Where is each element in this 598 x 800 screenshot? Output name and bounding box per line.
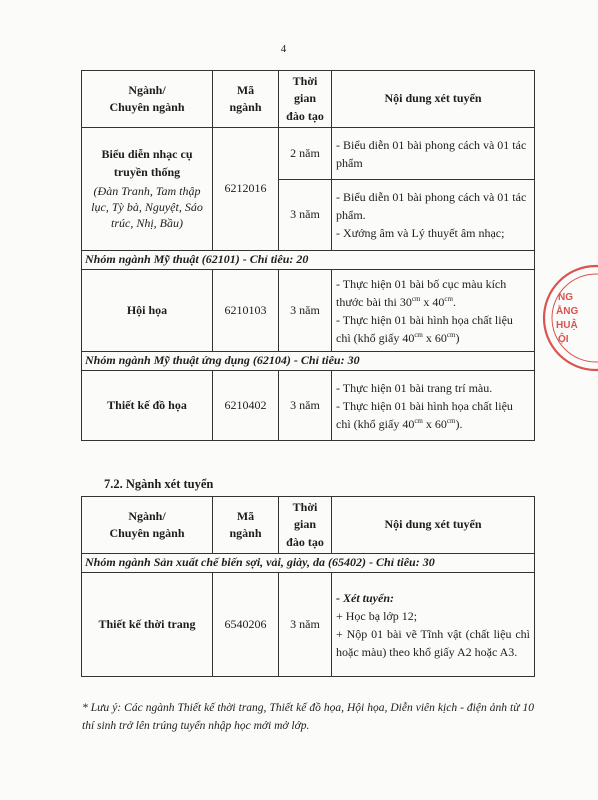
col-header-major: Ngành/ Chuyên ngành xyxy=(82,71,213,128)
content-cell xyxy=(332,128,535,180)
table-row xyxy=(82,371,535,441)
red-stamp xyxy=(538,262,598,374)
table-row xyxy=(82,128,535,180)
content-line: - Thực hiện 01 bài hình họa chất liệu chì (khổ giấy $40^{cm}$ x $60^{cm}$) xyxy=(336,312,513,345)
group-row xyxy=(82,251,535,270)
duration-cell: 3 năm xyxy=(279,180,332,251)
major-code: 6210103 xyxy=(213,270,279,352)
content-line: - Xét tuyển: xyxy=(336,590,394,605)
table-row xyxy=(82,573,535,677)
major-name: Hội họa xyxy=(82,270,213,352)
major-name: Thiết kế thời trang xyxy=(82,573,213,677)
group-row xyxy=(82,554,535,573)
group-row xyxy=(82,352,535,371)
footnote: * Lưu ý: Các ngành Thiết kế thời trang, Thiết kế đồ họa, Hội họa, Diễn viên kịch - điện ảnh từ 10 thí sinh trở lên trúng tuyển nhập học mới mở lớp. xyxy=(82,702,534,732)
duration-cell: 3 năm xyxy=(279,270,332,352)
page-number: 4 xyxy=(280,43,287,55)
admission-table-2 xyxy=(81,496,535,677)
major-code: 6212016 xyxy=(213,128,279,251)
content-line: - Biểu diễn 01 bài phong cách và 01 tác phẩm. xyxy=(336,190,527,222)
col-header-duration: Thời gian đào tạo xyxy=(279,497,332,554)
content-line: + Học bạ lớp 12; xyxy=(336,608,418,623)
col-header-major: Ngành/ Chuyên ngành xyxy=(82,497,213,554)
content-cell xyxy=(332,180,535,251)
duration-cell: 2 năm xyxy=(279,128,332,180)
major-name-cell xyxy=(82,128,213,251)
svg-text:HUẬ: HUẬ xyxy=(556,320,578,331)
duration-cell: 3 năm xyxy=(279,573,332,677)
col-header-code: Mã ngành xyxy=(213,497,279,554)
table-header-row xyxy=(82,71,535,128)
content-line: - Thực hiện 01 bài bố cục màu kích thước bài thi $30^{cm}$ x $40^{cm}$. xyxy=(336,276,507,309)
section-title: 7.2. Ngành xét tuyển xyxy=(104,477,214,491)
major-instruments: (Đàn Tranh, Tam thập lục, Tỳ bà, Nguyệt, Sáo trúc, Nhị, Bầu) xyxy=(91,184,203,231)
stamp-icon xyxy=(538,262,598,374)
group-header-applied-arts: Nhóm ngành Mỹ thuật ứng dụng (62104) - Chỉ tiêu: 30 xyxy=(82,352,535,371)
svg-text:ỘI: ỘI xyxy=(558,334,569,345)
col-header-content: Nội dung xét tuyển xyxy=(332,71,535,128)
content-line: - Biểu diễn 01 bài phong cách và 01 tác phẩm xyxy=(336,137,527,170)
major-name: Biểu diễn nhạc cụ truyền thống xyxy=(101,147,193,179)
major-code: 6210402 xyxy=(213,371,279,441)
content-line: - Thực hiện 01 bài trang trí màu. xyxy=(336,380,493,395)
admission-table-1 xyxy=(81,70,535,441)
col-header-content: Nội dung xét tuyển xyxy=(332,497,535,554)
table-row xyxy=(82,270,535,352)
content-line: - Thực hiện 01 bài hình họa chất liệu chì (khổ giấy $40^{cm}$ x $60^{cm}$). xyxy=(336,398,513,431)
group-header-textile: Nhóm ngành Sản xuất chế biến sợi, vải, giày, da (65402) - Chỉ tiêu: 30 xyxy=(82,554,535,573)
svg-text:NG: NG xyxy=(558,292,573,303)
major-code: 6540206 xyxy=(213,573,279,677)
col-header-code: Mã ngành xyxy=(213,71,279,128)
content-cell xyxy=(332,573,535,677)
table-header-row xyxy=(82,497,535,554)
content-line: - Xướng âm và Lý thuyết âm nhạc; xyxy=(336,226,505,240)
major-name: Thiết kế đồ họa xyxy=(82,371,213,441)
group-header-fine-arts: Nhóm ngành Mỹ thuật (62101) - Chỉ tiêu: 20 xyxy=(82,251,535,270)
content-cell xyxy=(332,371,535,441)
content-line: + Nộp 01 bài vẽ Tĩnh vật (chất liệu chì hoặc màu) theo khổ giấy A2 hoặc A3. xyxy=(336,626,530,659)
content-cell xyxy=(332,270,535,352)
svg-text:ẰNG: ẰNG xyxy=(556,306,579,317)
duration-cell: 3 năm xyxy=(279,371,332,441)
col-header-duration: Thời gian đào tạo xyxy=(279,71,332,128)
